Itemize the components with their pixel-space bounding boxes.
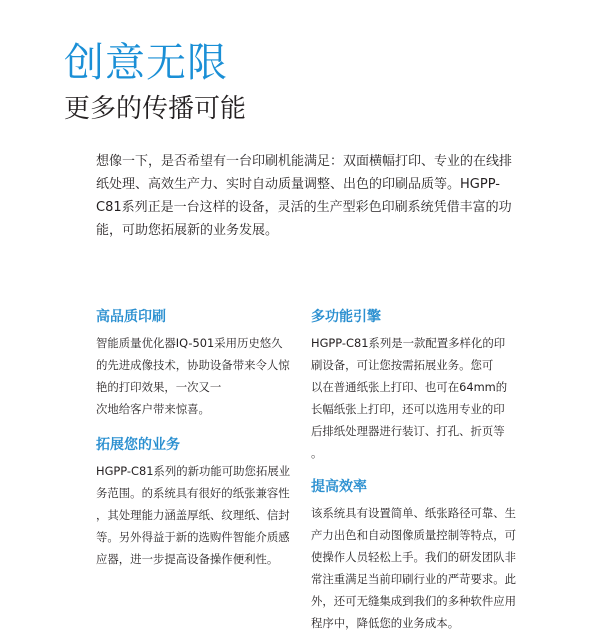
section-business: [96, 434, 306, 570]
body-line: 智能质量优化器IQ-501采用历史悠久: [96, 336, 283, 350]
body-line: 程序中，降低您的业务成本。: [311, 616, 460, 630]
left-column: [96, 306, 306, 570]
body-line: 长幅纸张上打印，还可以选用专业的印: [311, 402, 505, 416]
body-line: 以在普通纸张上打印、也可在64mm的: [311, 380, 508, 394]
section-quality: [96, 306, 306, 420]
body-line: 应器，进一步提高设备操作便利性。: [96, 552, 279, 566]
body-line: 产力出色和自动图像质量控制等特点，可: [311, 528, 517, 542]
intro-line: 能，可助您拓展新的业务发展。: [96, 223, 279, 238]
section-efficiency: [311, 476, 521, 634]
section-body-quality: [96, 332, 306, 420]
body-line: 次地给客户带来惊喜。: [96, 402, 210, 416]
section-title-efficiency: 提高效率: [311, 479, 367, 495]
section-multifunction: [311, 306, 521, 464]
page-subheadline: 更多的传播可能: [64, 94, 247, 124]
body-line: HGPP-C81系列是一款配置多样化的印: [311, 336, 506, 350]
body-line: 艳的打印效果，一次又一: [96, 380, 222, 394]
intro-line: 想像一下，是否希望有一台印刷机能满足：双面横幅打印、专业的在线排: [96, 154, 513, 169]
section-body-efficiency: [311, 502, 521, 634]
intro-paragraph: [96, 150, 516, 242]
section-body-business: [96, 460, 306, 570]
section-spacer: [311, 464, 521, 476]
body-line: ，其处理能力涵盖厚纸、纹理纸、信封: [96, 508, 290, 522]
section-spacer: [96, 420, 306, 434]
section-title-quality: 高品质印刷: [96, 309, 166, 325]
body-line: 务范围。的系统具有很好的纸张兼容性: [96, 486, 290, 500]
intro-line: 纸处理、高效生产力、实时自动质量调整、出色的印刷品质等。HGPP-: [96, 177, 500, 192]
intro-line: C81系列正是一台这样的设备，灵活的生产型彩色印刷系统凭借丰富的功: [96, 200, 512, 215]
body-line: 的先进成像技术，协助设备带来令人惊: [96, 358, 290, 372]
section-title-multifunction: 多功能引擎: [311, 309, 381, 325]
body-line: 后排纸处理器进行装订、打孔、折页等: [311, 424, 505, 438]
page-headline: 创意无限: [64, 40, 228, 86]
body-line: 使操作人员轻松上手。我们的研发团队非: [311, 550, 517, 564]
section-title-business: 拓展您的业务: [96, 437, 180, 453]
body-line: 。: [311, 446, 323, 460]
body-line: 等。另外得益于新的选购件智能介质感: [96, 530, 290, 544]
body-line: 常注重满足当前印刷行业的严苛要求。此: [311, 572, 517, 586]
body-line: 刷设备，可让您按需拓展业务。您可: [311, 358, 494, 372]
body-line: 外，还可无缝集成到我们的多种软件应用: [311, 594, 517, 608]
body-line: HGPP-C81系列的新功能可助您拓展业: [96, 464, 291, 478]
section-body-multifunction: [311, 332, 521, 464]
body-line: 该系统具有设置简单、纸张路径可靠、生: [311, 506, 517, 520]
right-column: [311, 306, 521, 634]
